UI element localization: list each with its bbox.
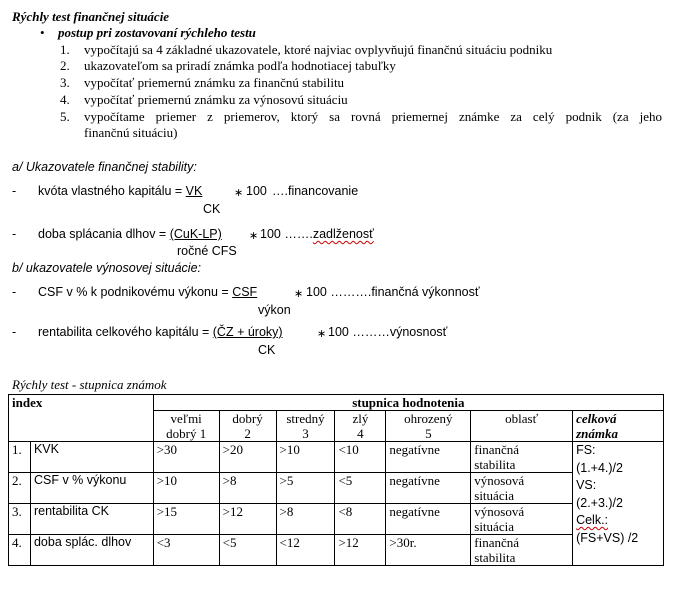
grade-cell: >30r. [386, 535, 471, 566]
row-name: doba splác. dlhov [30, 535, 153, 566]
multiply-icon: ∗ [249, 229, 259, 242]
grade-cell: <3 [153, 535, 219, 566]
table-caption: Rýchly test - stupnica známok [12, 377, 167, 392]
area-cell: finančná stabilita [471, 535, 573, 566]
area-cell: výnosová situácia [471, 473, 573, 504]
formula-label: kvóta vlastného kapitálu = VK [38, 184, 203, 198]
dash: - [12, 325, 17, 339]
grade-cell: negatívne [386, 473, 471, 504]
table-row [9, 535, 664, 566]
formula-numerator: (CuK-LP) [169, 227, 222, 241]
formula-denominator: ročné CFS [177, 244, 237, 258]
header-index: index [9, 395, 154, 411]
multiply-icon: ∗ [317, 327, 327, 340]
grade-cell: <5 [219, 535, 276, 566]
grade-cell: >10 [153, 473, 219, 504]
step-text: vypočítame priemer z priemerov, ktorý sa rovná priemernej známke za celý podnik (za jeho [84, 109, 662, 124]
grade-cell: <5 [335, 473, 386, 504]
formula-numerator: VK [185, 184, 203, 198]
dash: - [12, 285, 17, 299]
step-text: vypočítať priemernú známku za finančnú stabilitu [84, 75, 345, 90]
row-name: rentabilita CK [30, 504, 153, 535]
grade-4-header: zlý 4 [335, 411, 386, 442]
grade-cell: negatívne [386, 442, 471, 473]
total-grade-cell: FS: (1.+4.)/2 VS: (2.+3.)/2 Celk.: (FS+VS) /2 [573, 442, 664, 566]
formula-description: 100 ………výnosnosť [328, 325, 448, 339]
step-number: 5. [60, 109, 70, 124]
formula-factor: 100 [246, 184, 267, 198]
row-number: 4. [9, 535, 31, 566]
grade-cell: >12 [335, 535, 386, 566]
grade-cell: >8 [219, 473, 276, 504]
table-row [9, 473, 664, 504]
bullet-icon: • [40, 25, 45, 40]
step-text: vypočítať priemernú známku za výnosovú situáciu [84, 92, 348, 107]
step-text: vypočítajú sa 4 základné ukazovatele, ktoré najviac ovplyvňujú finančnú situáciu podniku [84, 42, 553, 57]
formula-denominator: CK [203, 202, 221, 216]
table-subheader-row [9, 411, 664, 442]
grade-cell: >8 [276, 504, 335, 535]
row-number: 2. [9, 473, 31, 504]
formula-description: 100 …….zadlženosť [260, 227, 374, 241]
grade-cell: >15 [153, 504, 219, 535]
section-b-heading: b/ ukazovatele výnosovej situácie: [12, 261, 201, 275]
grade-cell: >20 [219, 442, 276, 473]
grade-cell: <8 [335, 504, 386, 535]
row-number: 1. [9, 442, 31, 473]
dash: - [12, 184, 17, 198]
total-header: celková známka [573, 411, 664, 442]
row-name: CSF v % výkonu [30, 473, 153, 504]
formula-label: doba splácania dlhov = (CuK-LP) [38, 227, 222, 241]
grade-2-header: dobrý 2 [219, 411, 276, 442]
multiply-icon: ∗ [234, 186, 244, 199]
section-a-heading: a/ Ukazovatele finančnej stability: [12, 160, 197, 174]
grade-cell: >30 [153, 442, 219, 473]
dash: - [12, 227, 17, 241]
step-number: 1. [60, 42, 70, 57]
step-number: 2. [60, 58, 70, 73]
formula-label: rentabilita celkového kapitálu = (ČZ + úroky) [38, 325, 283, 339]
grade-table [8, 394, 664, 566]
grade-cell: negatívne [386, 504, 471, 535]
table-header-row [9, 395, 664, 411]
header-index-spacer [9, 411, 154, 442]
page-title: Rýchly test finančnej situácie [12, 9, 170, 24]
grade-cell: <10 [335, 442, 386, 473]
table-row [9, 442, 664, 473]
table-row [9, 504, 664, 535]
grade-1-header: veľmi dobrý 1 [153, 411, 219, 442]
formula-label: CSF v % k podnikovému výkonu = CSF [38, 285, 258, 299]
header-scale: stupnica hodnotenia [153, 395, 663, 411]
grade-cell: >10 [276, 442, 335, 473]
formula-numerator: CSF [232, 285, 258, 299]
formula-denominator: CK [258, 343, 276, 357]
row-name: KVK [30, 442, 153, 473]
grade-cell: >12 [219, 504, 276, 535]
formula-description: ….financovanie [272, 184, 359, 198]
formula-denominator: výkon [258, 303, 291, 317]
bullet-heading: postup pri zostavovaní rýchleho testu [58, 25, 256, 40]
area-cell: finančná stabilita [471, 442, 573, 473]
grade-5-header: ohrozený 5 [386, 411, 471, 442]
formula-numerator: (ČZ + úroky) [212, 325, 283, 339]
grade-3-header: stredný 3 [276, 411, 335, 442]
step-number: 3. [60, 75, 70, 90]
area-header: oblasť [471, 411, 573, 442]
multiply-icon: ∗ [294, 287, 304, 300]
grade-cell: >5 [276, 473, 335, 504]
row-number: 3. [9, 504, 31, 535]
step-text-continued: finančnú situáciu) [84, 125, 178, 140]
step-text: ukazovateľom sa priradí známka podľa hodnotiacej tabuľky [84, 58, 396, 73]
step-number: 4. [60, 92, 70, 107]
area-cell: výnosová situácia [471, 504, 573, 535]
formula-description: 100 ……….finančná výkonnosť [306, 285, 480, 299]
grade-cell: <12 [276, 535, 335, 566]
